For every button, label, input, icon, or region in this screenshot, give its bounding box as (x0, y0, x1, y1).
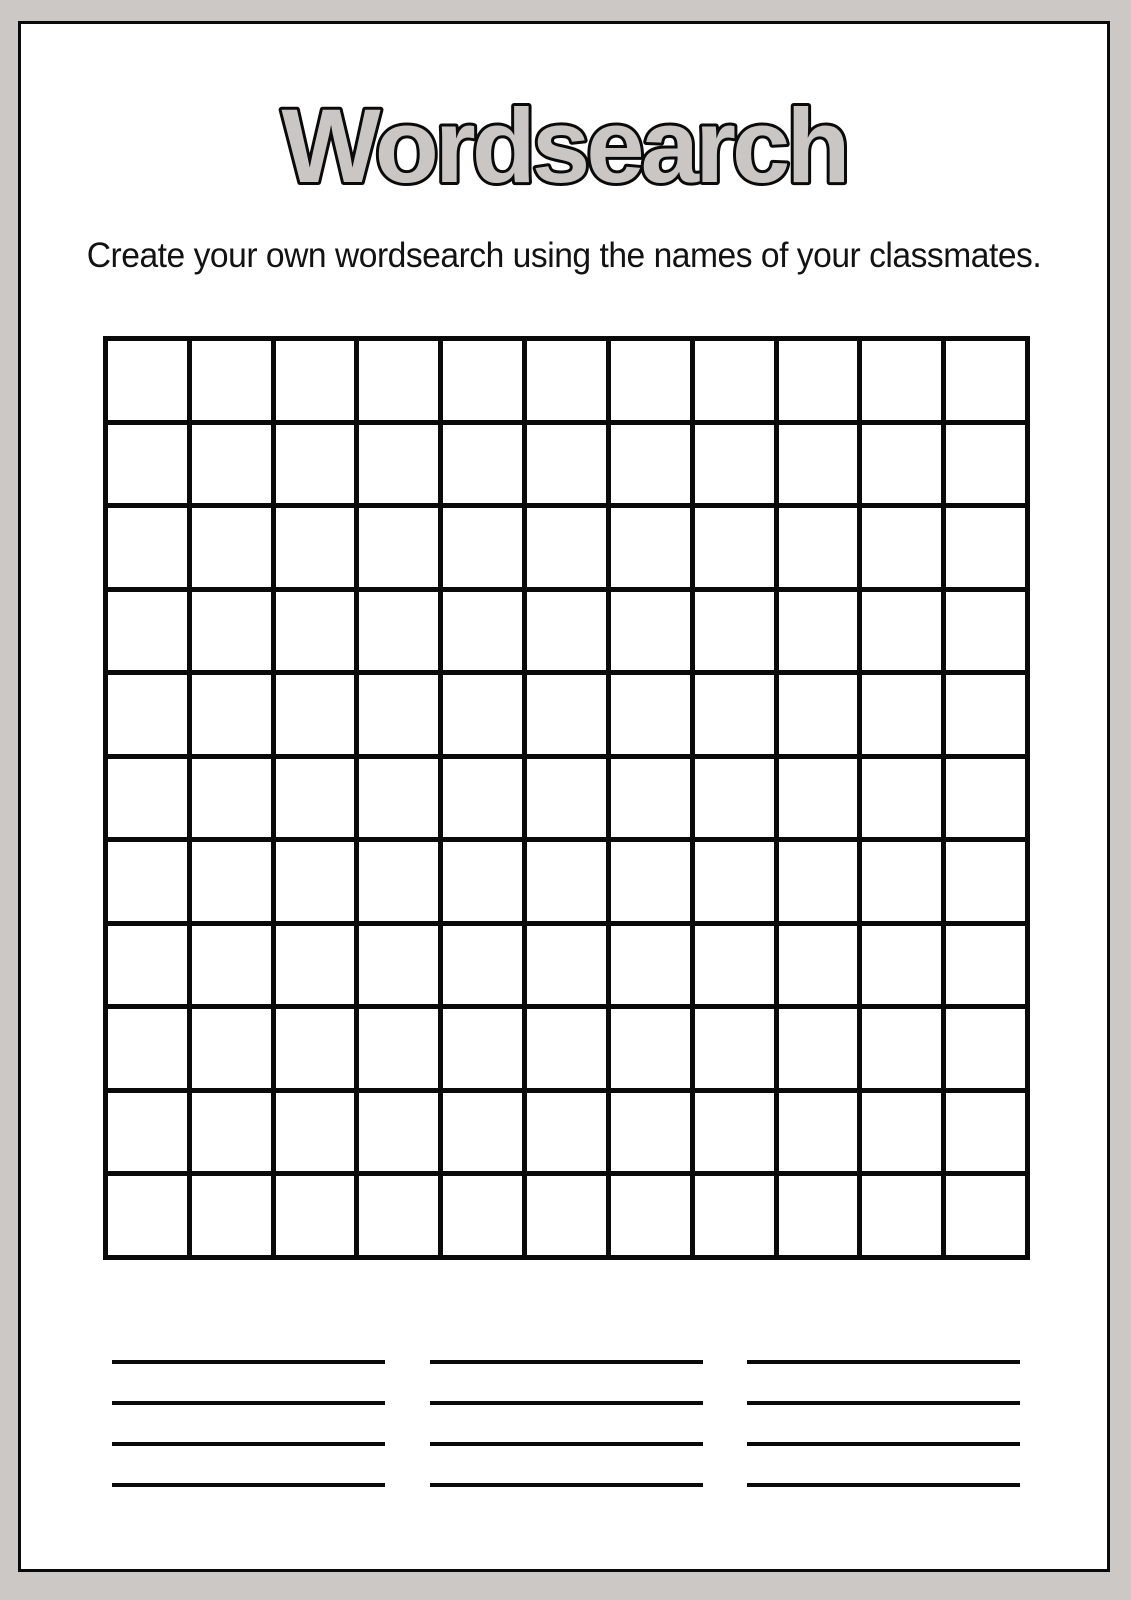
grid-cell (695, 842, 774, 921)
grid-cell (443, 926, 522, 1005)
grid-cell (276, 1176, 355, 1255)
grid-cell (108, 341, 187, 420)
grid-cell (276, 1093, 355, 1172)
grid-cell (779, 341, 858, 420)
grid-cell (862, 1176, 941, 1255)
grid-cell (946, 1093, 1025, 1172)
grid-cell (946, 759, 1025, 838)
grid-cell (359, 1176, 438, 1255)
grid-cell (276, 341, 355, 420)
wordsearch-grid (103, 336, 1030, 1260)
grid-cell (611, 842, 690, 921)
grid-cell (192, 1176, 271, 1255)
grid-cell (359, 759, 438, 838)
grid-cell (527, 926, 606, 1005)
grid-cell (779, 592, 858, 671)
grid-cell (359, 425, 438, 504)
grid-cell (527, 1093, 606, 1172)
grid-cell (779, 842, 858, 921)
answer-line (430, 1442, 703, 1446)
grid-cell (611, 1009, 690, 1088)
grid-cell (527, 675, 606, 754)
grid-cell (276, 842, 355, 921)
grid-cell (443, 1176, 522, 1255)
grid-cell (527, 592, 606, 671)
grid-cell (862, 341, 941, 420)
grid-cell (779, 1176, 858, 1255)
grid-cell (443, 1009, 522, 1088)
answer-line (430, 1401, 703, 1405)
grid-cell (443, 842, 522, 921)
grid-cell (192, 341, 271, 420)
grid-cell (946, 592, 1025, 671)
grid-cell (611, 508, 690, 587)
grid-cell (946, 1176, 1025, 1255)
grid-cell (443, 759, 522, 838)
grid-cell (276, 926, 355, 1005)
answer-column (112, 1360, 385, 1487)
answer-line (112, 1401, 385, 1405)
grid-cell (695, 1093, 774, 1172)
grid-cell (695, 341, 774, 420)
answer-line (112, 1360, 385, 1364)
grid-cell (862, 592, 941, 671)
answer-line (747, 1442, 1020, 1446)
grid-cell (276, 592, 355, 671)
grid-cell (611, 759, 690, 838)
grid-cell (862, 1093, 941, 1172)
grid-cell (862, 1009, 941, 1088)
grid-cell (946, 341, 1025, 420)
grid-cell (192, 1093, 271, 1172)
answer-line (112, 1442, 385, 1446)
grid-cell (779, 508, 858, 587)
grid-cell (108, 842, 187, 921)
grid-cell (108, 1176, 187, 1255)
grid-cell (611, 926, 690, 1005)
grid-cell (359, 1009, 438, 1088)
grid-cell (443, 592, 522, 671)
grid-cell (527, 508, 606, 587)
grid-cell (359, 1093, 438, 1172)
grid-cell (695, 508, 774, 587)
title-graphic (154, 82, 974, 214)
grid-cell (527, 759, 606, 838)
grid-cell (443, 425, 522, 504)
grid-cell (527, 842, 606, 921)
grid-cell (192, 926, 271, 1005)
grid-cell (359, 926, 438, 1005)
grid-cell (443, 1093, 522, 1172)
grid-cell (611, 1176, 690, 1255)
grid-cell (611, 425, 690, 504)
grid-cell (946, 926, 1025, 1005)
page-title: Wordsearch (281, 88, 847, 205)
grid-cell (695, 759, 774, 838)
grid-cell (946, 1009, 1025, 1088)
grid-cell (276, 508, 355, 587)
grid-cell (779, 675, 858, 754)
grid-cell (108, 1093, 187, 1172)
grid-cell (359, 592, 438, 671)
grid-cell (946, 508, 1025, 587)
grid-cell (695, 675, 774, 754)
grid-cell (108, 592, 187, 671)
grid-cell (862, 675, 941, 754)
grid-cell (779, 1093, 858, 1172)
grid-cell (862, 842, 941, 921)
answer-line (430, 1360, 703, 1364)
grid-cell (779, 1009, 858, 1088)
grid-cell (192, 675, 271, 754)
grid-cell (527, 425, 606, 504)
grid-cell (779, 926, 858, 1005)
grid-cell (695, 1176, 774, 1255)
grid-cell (192, 508, 271, 587)
grid-cell (611, 1093, 690, 1172)
answer-line (747, 1483, 1020, 1487)
grid-cell (611, 341, 690, 420)
grid-cell (359, 675, 438, 754)
grid-cell (192, 842, 271, 921)
grid-cell (443, 675, 522, 754)
grid-cell (108, 926, 187, 1005)
grid-cell (359, 842, 438, 921)
grid-cell (611, 675, 690, 754)
grid-cell (527, 1009, 606, 1088)
grid-cell (946, 842, 1025, 921)
answer-line (747, 1401, 1020, 1405)
grid-cell (946, 425, 1025, 504)
title-block (21, 82, 1107, 214)
answer-lines (112, 1360, 1020, 1487)
grid-cell (695, 425, 774, 504)
grid-cell (192, 425, 271, 504)
grid-cell (192, 592, 271, 671)
instruction-text: Create your own wordsearch using the names of your classmates. (86, 236, 1042, 275)
grid-cell (192, 1009, 271, 1088)
grid-cell (695, 592, 774, 671)
grid-cell (276, 759, 355, 838)
grid-cell (862, 508, 941, 587)
grid-cell (779, 425, 858, 504)
answer-line (430, 1483, 703, 1487)
grid-cell (108, 1009, 187, 1088)
grid-cell (527, 341, 606, 420)
grid-cell (862, 425, 941, 504)
grid-cell (862, 759, 941, 838)
grid-cell (946, 675, 1025, 754)
grid-cell (527, 1176, 606, 1255)
grid-cell (695, 1009, 774, 1088)
answer-column (430, 1360, 703, 1487)
worksheet-page (18, 21, 1110, 1572)
grid-cell (695, 926, 774, 1005)
grid-cell (276, 1009, 355, 1088)
answer-column (747, 1360, 1020, 1487)
grid-cell (443, 341, 522, 420)
grid-cell (359, 341, 438, 420)
grid-cell (443, 508, 522, 587)
grid-cell (611, 592, 690, 671)
grid-cell (862, 926, 941, 1005)
grid-cell (276, 425, 355, 504)
grid-cell (108, 759, 187, 838)
grid-cell (108, 675, 187, 754)
grid-cell (192, 759, 271, 838)
answer-line (747, 1360, 1020, 1364)
grid-cell (108, 425, 187, 504)
grid-cell (108, 508, 187, 587)
grid-cell (276, 675, 355, 754)
answer-line (112, 1483, 385, 1487)
grid-cell (359, 508, 438, 587)
grid-cell (779, 759, 858, 838)
